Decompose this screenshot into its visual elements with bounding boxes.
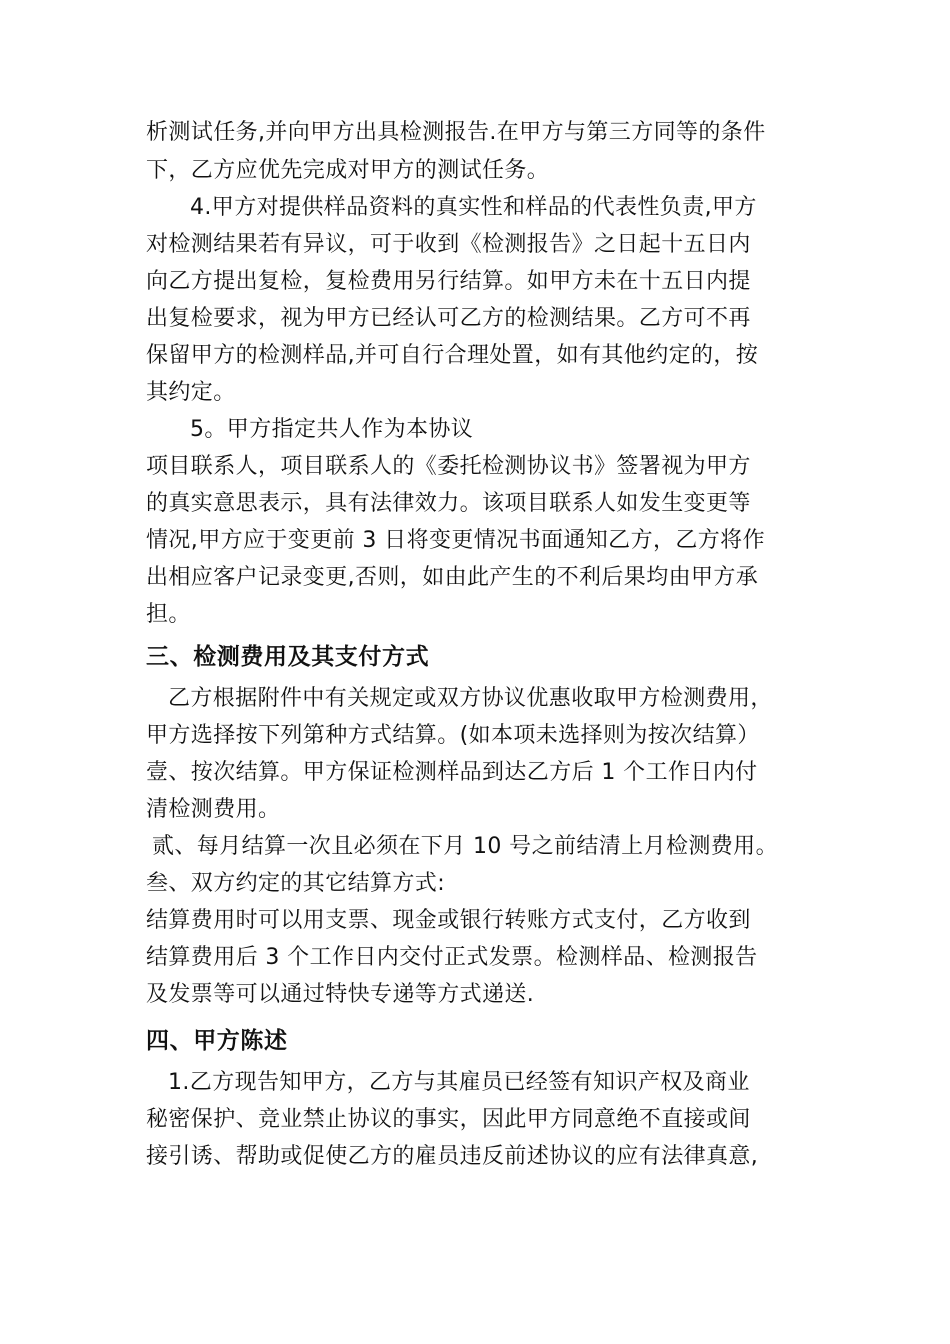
body-line: 及发票等可以通过特快专递等方式递送. (146, 982, 535, 1007)
body-line: 1.乙方现告知甲方，乙方与其雇员已经签有知识产权及商业 (168, 1070, 750, 1095)
document-page (146, 114, 814, 1175)
body-line: 的真实意思表示，具有法律效力。该项目联系人如发生变更等 (146, 491, 751, 516)
body-line: 壹、按次结算。甲方保证检测样品到达乙方后 1 个工作日内付 (146, 760, 758, 785)
body-line: 向乙方提出复检，复检费用另行结算。如甲方未在十五日内提 (146, 269, 751, 294)
body-line: 贰、每月结算一次且必须在下月 10 号之前结清上月检测费用。 (152, 834, 778, 859)
body-line: 项目联系人，项目联系人的《委托检测协议书》签署视为甲方 (146, 454, 751, 479)
body-line: 乙方根据附件中有关规定或双方协议优惠收取甲方检测费用， (168, 686, 773, 711)
body-line: 下，乙方应优先完成对甲方的测试任务。 (146, 158, 550, 183)
body-line: 叁、双方约定的其它结算方式: (146, 871, 446, 896)
body-line: 出相应客户记录变更,否则，如由此产生的不利后果均由甲方承 (146, 565, 759, 590)
body-line: 接引诱、帮助或促使乙方的雇员违反前述协议的应有法律真意, (146, 1144, 759, 1169)
body-line: 结算费用后 3 个工作日内交付正式发票。检测样品、检测报告 (146, 945, 758, 970)
body-line: 对检测结果若有异议，可于收到《检测报告》之日起十五日内 (146, 232, 751, 257)
body-line: 甲方选择按下列第种方式结算。(如本项未选择则为按次结算） (146, 723, 760, 748)
body-line: 5。甲方指定共人作为本协议 (190, 417, 474, 442)
section-heading-fees: 三、检测费用及其支付方式 (146, 643, 430, 670)
body-line: 清检测费用。 (146, 797, 281, 822)
body-line: 秘密保护、竞业禁止协议的事实，因此甲方同意绝不直接或间 (146, 1107, 751, 1132)
body-line: 出复检要求，视为甲方已经认可乙方的检测结果。乙方可不再 (146, 306, 751, 331)
body-line: 其约定。 (146, 380, 236, 405)
body-line: 保留甲方的检测样品,并可自行合理处置，如有其他约定的，按 (146, 343, 759, 368)
body-line: 结算费用时可以用支票、现金或银行转账方式支付，乙方收到 (146, 908, 751, 933)
body-line: 情况,甲方应于变更前 3 日将变更情况书面通知乙方，乙方将作 (146, 528, 765, 553)
body-line: 4.甲方对提供样品资料的真实性和样品的代表性负责,甲方 (190, 195, 757, 220)
body-line: 担。 (146, 602, 191, 627)
section-heading-statement: 四、甲方陈述 (146, 1027, 288, 1054)
body-line: 析测试任务,并向甲方出具检测报告.在甲方与第三方同等的条件 (146, 120, 766, 145)
